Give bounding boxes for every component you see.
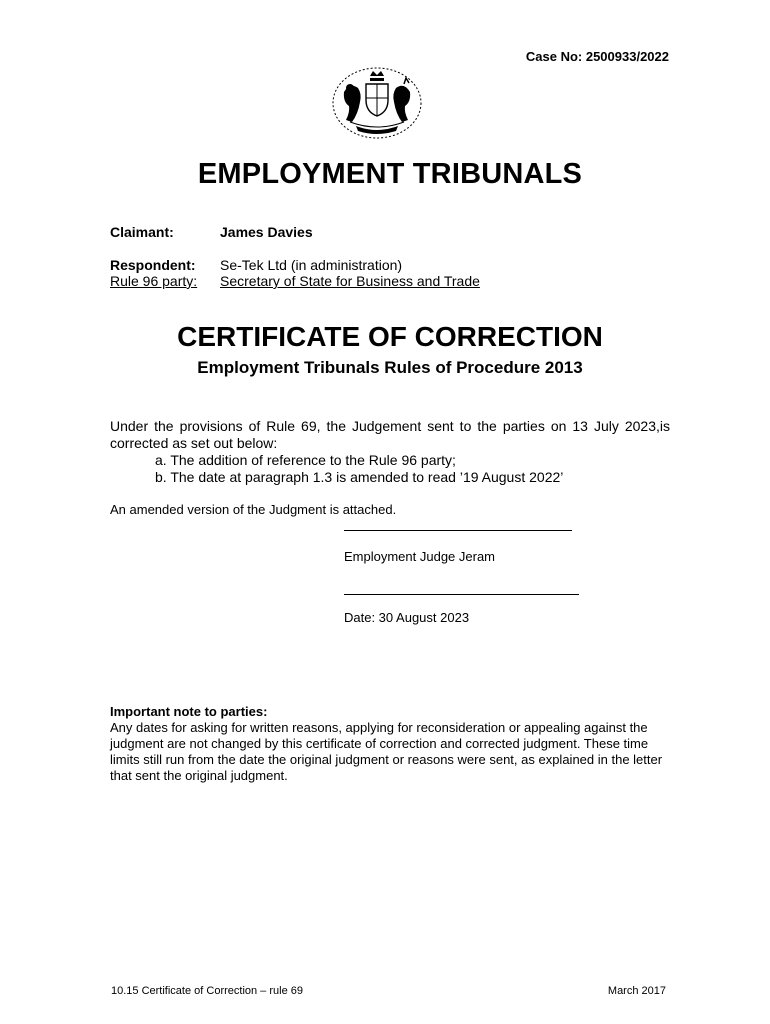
date-line <box>344 594 579 595</box>
judge-name: Employment Judge Jeram <box>344 549 496 564</box>
claimant-label: Claimant: <box>110 224 174 240</box>
intro-paragraph: Under the provisions of Rule 69, the Judgement sent to the parties on 13 July 2023,is corrected as set out below: <box>110 418 670 451</box>
respondent-value: Se-Tek Ltd (in administration) <box>220 257 403 273</box>
certificate-title: CERTIFICATE OF CORRECTION <box>177 321 603 352</box>
footer-right: March 2017 <box>607 985 666 997</box>
rule96-value: Secretary of State for Business and Trade <box>220 273 480 289</box>
footer-left: 10.15 Certificate of Correction – rule 69 <box>111 985 303 997</box>
royal-coat-of-arms-icon <box>330 66 424 140</box>
correction-list <box>155 452 563 486</box>
respondent-row <box>110 257 402 273</box>
amended-note: An amended version of the Judgment is attached. <box>110 502 397 517</box>
note-heading: Important note to parties: <box>110 704 268 719</box>
signature-line <box>344 530 572 531</box>
list-item: a. The addition of reference to the Rule 96 party; <box>155 452 456 468</box>
case-number: Case No: 2500933/2022 <box>525 49 669 64</box>
certificate-subtitle: Employment Tribunals Rules of Procedure 2013 <box>197 358 583 377</box>
list-item: b. The date at paragraph 1.3 is amended to read ’19 August 2022’ <box>155 469 564 485</box>
note-body: Any dates for asking for written reasons, applying for reconsideration or appealing against the judgment are not changed by this certificate of correction and corrected judgment. These time limits still run from the date the original judgment or reasons were sent, as explained in the letter that sent the original judgment. <box>110 720 663 783</box>
claimant-value: James Davies <box>220 224 313 240</box>
respondent-label: Respondent: <box>110 257 196 273</box>
rule96-label: Rule 96 party: <box>110 273 198 289</box>
claimant-row <box>110 224 313 240</box>
page-title: EMPLOYMENT TRIBUNALS <box>197 158 583 190</box>
signature-date: Date: 30 August 2023 <box>344 610 470 625</box>
rule96-row <box>110 273 480 289</box>
